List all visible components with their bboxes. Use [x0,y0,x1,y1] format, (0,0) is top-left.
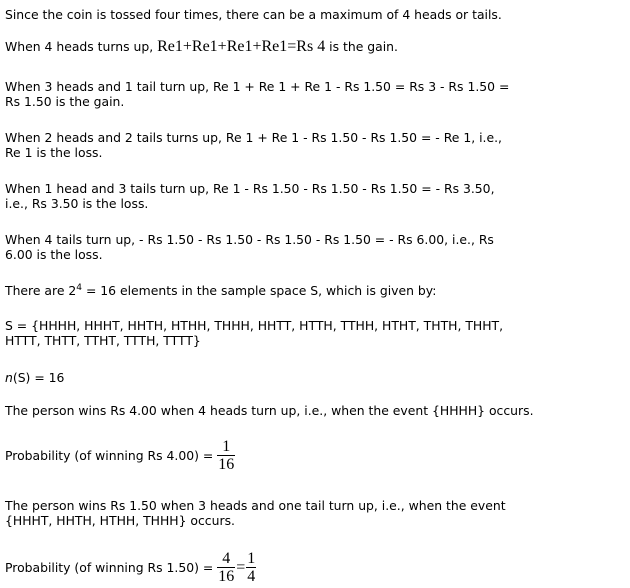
probability-one-fifty [5,550,625,585]
four-tails-loss-paragraph [5,232,625,262]
win-one-fifty-paragraph [5,498,625,528]
paragraph-line: Rs 1.50 is the gain. [5,94,125,109]
paragraph-line: 6.00 is the loss. [5,247,103,262]
fraction-numerator: 1 [247,550,256,567]
paragraph-line: When 2 heads and 2 tails turns up, Re 1 + Re 1 - Rs 1.50 - Rs 1.50 = - Re 1, i.e., [5,130,502,145]
paragraph-line: Re 1 is the loss. [5,145,103,160]
paragraph-text: (S) = 16 [12,370,65,385]
paragraph-text: is the gain. [325,39,398,54]
paragraph-line: {HHHT, HHTH, HTHH, THHH} occurs. [5,513,235,528]
paragraph-text: = 16 elements in the sample space S, which is given by: [82,283,437,298]
one-head-loss-paragraph [5,181,625,211]
math-expression: Re1+Re1+Re1+Re1=Rs 4 [157,38,326,55]
paragraph-text: When 4 heads turns up, [5,39,158,54]
italic-variable: n [5,370,13,385]
paragraph-line: S = {HHHH, HHHT, HHTH, HTHH, THHH, HHTT, HTTH, TTHH, HTHT, THTH, THHT, [5,318,504,333]
probability-label: Probability (of winning Rs 4.00) = [5,448,214,463]
paragraph-line: The person wins Rs 1.50 when 3 heads and one tail turn up, i.e., when the event [5,498,506,513]
probability-label: Probability (of winning Rs 1.50) = [5,560,214,575]
four-heads-gain-paragraph [5,39,625,54]
fraction-numerator: 1 [217,438,235,456]
probability-four-rupees [5,438,625,473]
sample-space-set-paragraph [5,318,625,348]
equals-sign: = [236,559,246,576]
fraction [217,550,235,585]
fraction-denominator: 4 [247,568,256,585]
fraction-denominator: 16 [218,456,235,473]
sample-space-count-paragraph [5,283,625,298]
fraction-denominator: 16 [218,568,235,585]
win-four-rupees-paragraph: The person wins Rs 4.00 when 4 heads turn up, i.e., when the event {HHHH} occurs. [5,403,534,418]
paragraph-line: When 1 head and 3 tails turn up, Re 1 - Rs 1.50 - Rs 1.50 - Rs 1.50 = - Rs 3.50, [5,181,495,196]
intro-paragraph: Since the coin is tossed four times, there can be a maximum of 4 heads or tails. [5,7,502,22]
fraction [217,438,235,473]
paragraph-line: When 3 heads and 1 tail turn up, Re 1 + Re 1 + Re 1 - Rs 1.50 = Rs 3 - Rs 1.50 = [5,79,510,94]
paragraph-line: i.e., Rs 3.50 is the loss. [5,196,149,211]
exponent: 4 [76,283,83,293]
fraction [246,550,256,585]
paragraph-text: There are 2 [5,283,77,298]
sample-space-size-paragraph [5,370,625,385]
three-heads-gain-paragraph [5,79,625,109]
paragraph-line: When 4 tails turn up, - Rs 1.50 - Rs 1.50 - Rs 1.50 - Rs 1.50 = - Rs 6.00, i.e., Rs [5,232,494,247]
fraction-numerator: 4 [217,550,235,568]
two-heads-loss-paragraph [5,130,625,160]
paragraph-line: HTTT, THTT, TTHT, TTTH, TTTT} [5,333,201,348]
